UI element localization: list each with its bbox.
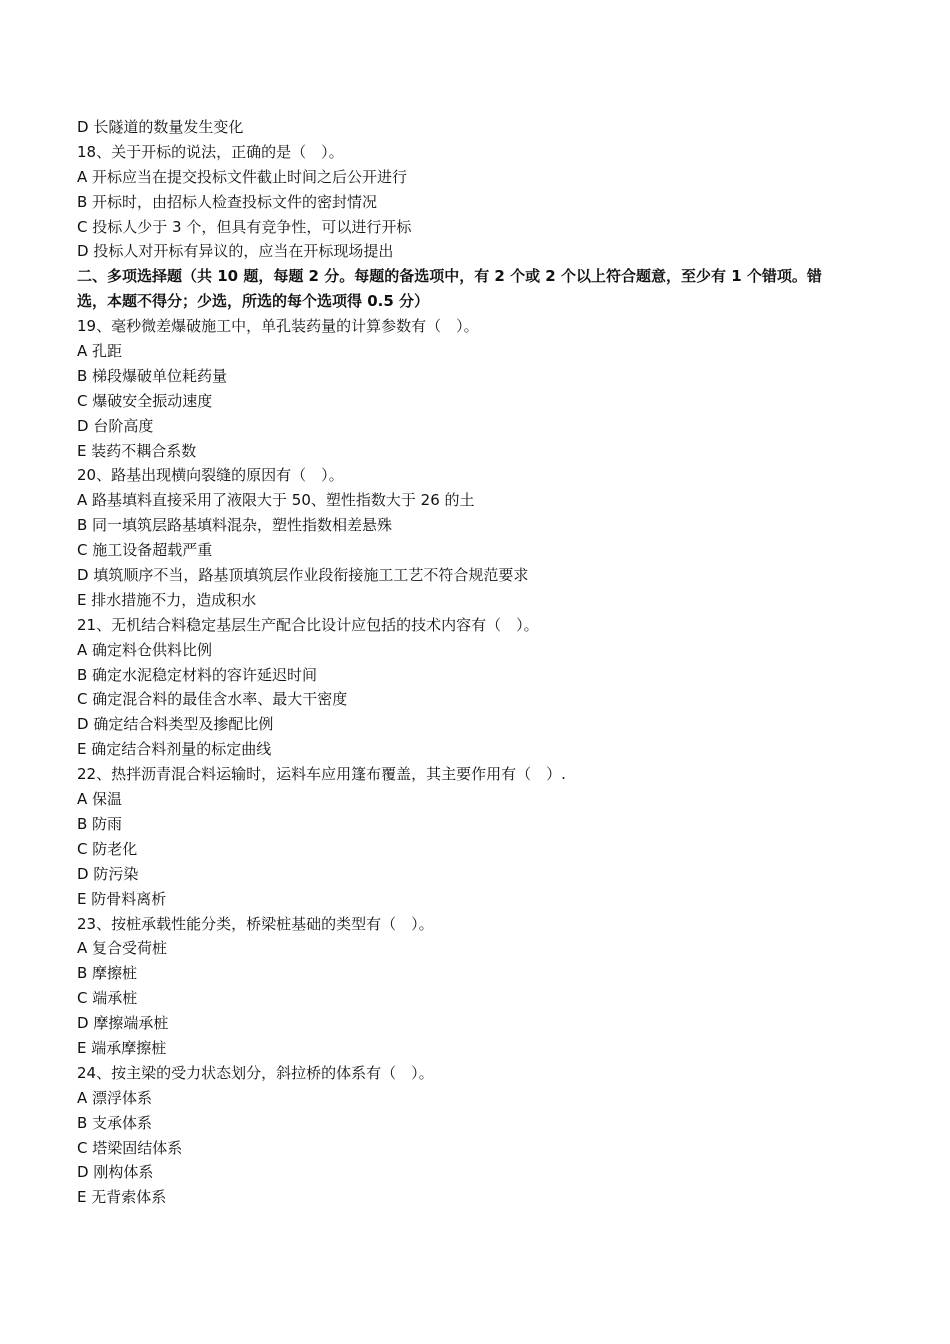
option-line: D 确定结合料类型及掺配比例 <box>77 715 274 734</box>
option-line: A 复合受荷桩 <box>77 939 168 958</box>
option-line: C 施工设备超载严重 <box>77 541 213 560</box>
document-page <box>77 115 889 1210</box>
option-line: B 开标时，由招标人检查投标文件的密封情况 <box>77 192 378 211</box>
option-line: D 防污染 <box>77 864 139 883</box>
question-23 <box>77 912 889 1061</box>
question-text: 22、热拌沥青混合料运输时，运料车应用篷布覆盖，其主要作用有（ ）. <box>77 765 566 784</box>
option-line: D 投标人对开标有异议的，应当在开标现场提出 <box>77 242 394 261</box>
option-line: A 孔距 <box>77 342 123 361</box>
question-19 <box>77 314 889 463</box>
option-line: B 梯段爆破单位耗药量 <box>77 366 228 385</box>
option-line: A 保温 <box>77 790 123 809</box>
option-line: E 装药不耦合系数 <box>77 441 197 460</box>
option-line: C 爆破安全振动速度 <box>77 391 213 410</box>
question-text: 19、毫秒微差爆破施工中，单孔装药量的计算参数有（ ）。 <box>77 317 479 336</box>
option-line: B 支承体系 <box>77 1113 153 1132</box>
option-line: B 摩擦桩 <box>77 964 138 983</box>
question-21 <box>77 613 889 762</box>
option-line: D 长隧道的数量发生变化 <box>77 118 244 136</box>
option-line: B 确定水泥稳定材料的容许延迟时间 <box>77 665 318 684</box>
section-heading-line: 二、多项选择题（共 10 题，每题 2 分。每题的备选项中，有 2 个或 2 个以上符合题意，至少有 1 个错项。错 <box>77 267 822 286</box>
option-line: A 确定料仓供料比例 <box>77 640 213 659</box>
option-line: E 确定结合料剂量的标定曲线 <box>77 740 272 759</box>
question-text: 21、无机结合料稳定基层生产配合比设计应包括的技术内容有（ ）。 <box>77 615 539 634</box>
option-line: E 端承摩擦桩 <box>77 1038 167 1057</box>
question-text: 20、路基出现横向裂缝的原因有（ ）。 <box>77 466 344 485</box>
section-heading-line: 选，本题不得分；少选，所选的每个选项得 0.5 分） <box>77 292 430 311</box>
question-text: 23、按桩承载性能分类，桥梁桩基础的类型有（ ）。 <box>77 914 434 933</box>
option-line: D 填筑顺序不当，路基顶填筑层作业段衔接施工工艺不符合规范要求 <box>77 566 529 585</box>
question-text: 18、关于开标的说法，正确的是（ ）。 <box>77 142 344 161</box>
option-line: B 同一填筑层路基填料混杂，塑性指数相差悬殊 <box>77 516 393 535</box>
option-line: A 开标应当在提交投标文件截止时间之后公开进行 <box>77 167 408 186</box>
question-text: 24、按主梁的受力状态划分，斜拉桥的体系有（ ）。 <box>77 1063 434 1082</box>
option-line: C 端承桩 <box>77 989 138 1008</box>
option-line: B 防雨 <box>77 814 123 833</box>
question-24 <box>77 1061 889 1210</box>
option-line: A 漂浮体系 <box>77 1088 153 1107</box>
question-22 <box>77 762 889 911</box>
option-line: C 防老化 <box>77 839 138 858</box>
option-line: C 投标人少于 3 个，但具有竞争性，可以进行开标 <box>77 217 412 236</box>
option-line: D 刚构体系 <box>77 1163 154 1182</box>
option-line: E 排水措施不力，造成积水 <box>77 590 257 609</box>
option-line: C 塔梁固结体系 <box>77 1138 183 1157</box>
option-line: C 确定混合料的最佳含水率、最大干密度 <box>77 690 348 709</box>
option-line: A 路基填料直接采用了液限大于 50、塑性指数大于 26 的土 <box>77 491 475 510</box>
option-line: D 台阶高度 <box>77 416 154 435</box>
option-line: E 防骨料离析 <box>77 889 167 908</box>
section-heading-multiple-choice <box>77 264 889 314</box>
option-line: D 摩擦端承桩 <box>77 1014 169 1033</box>
option-line: E 无背索体系 <box>77 1188 167 1207</box>
question-18 <box>77 140 889 264</box>
question-20 <box>77 463 889 612</box>
